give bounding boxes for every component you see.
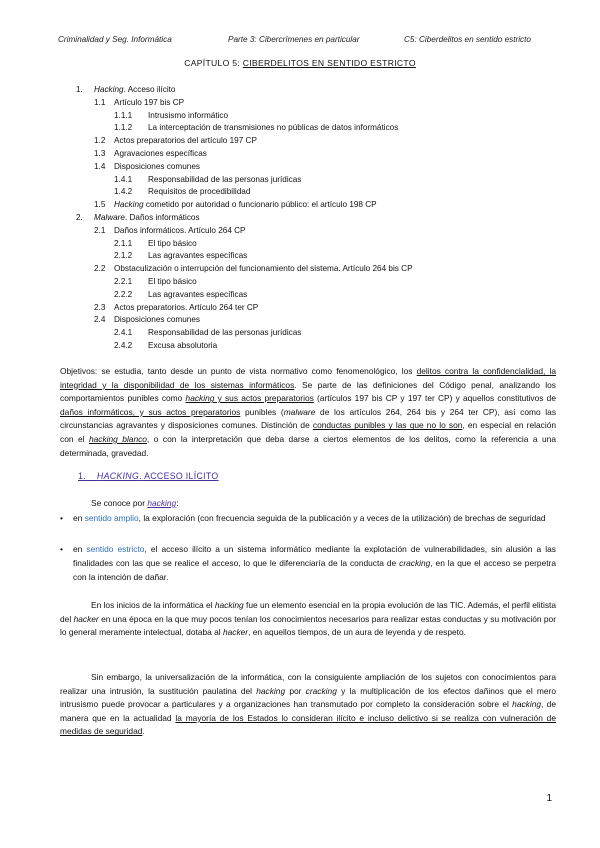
toc-entry[interactable] (114, 250, 247, 262)
toc-text: Excusa absolutoria (148, 341, 218, 350)
toc-number: 2.2.1 (114, 277, 133, 286)
toc-entry[interactable] (94, 97, 184, 109)
objectives-text: (artículos 197 bis CP y 197 ter CP) y aquellos constitutivos de (313, 393, 556, 404)
toc-text: Agravaciones específicas (114, 149, 207, 158)
toc-text: cometido por autoridad o funcionario público: el artículo 198 CP (143, 200, 377, 210)
toc-number: 1.1.2 (114, 123, 133, 133)
toc-entry[interactable] (76, 212, 200, 224)
toc-number: 1.1 (94, 97, 106, 107)
objectives-italic: hacking (185, 393, 215, 404)
page-number: 1 (546, 793, 552, 804)
toc-number: 2.2.2 (114, 289, 133, 299)
section-title: . ACCESO ILÍCITO (139, 471, 219, 481)
toc-number: 1.4.1 (114, 174, 133, 184)
toc-number: 2. (76, 213, 83, 222)
chapter-name: CIBERDELITOS EN SENTIDO ESTRICTO (242, 58, 416, 68)
toc-entry[interactable] (114, 238, 197, 250)
toc-text: Obstaculización o interrupción del funcionamiento del sistema. Artículo 264 bis CP (114, 264, 413, 274)
bullet-keyword: sentido amplio (84, 513, 139, 523)
toc-number: 1.4.2 (114, 187, 133, 197)
toc-number: 2.4 (94, 315, 106, 325)
toc-number: 1. (76, 85, 83, 94)
toc-number: 2.4.1 (114, 328, 133, 338)
toc-entry[interactable] (94, 302, 258, 314)
objectives-paragraph (60, 365, 556, 460)
paragraph-text: En los inicios de la informática el (91, 600, 215, 610)
toc-entry[interactable] (76, 84, 175, 96)
toc-entry[interactable] (114, 110, 228, 122)
toc-text: Las agravantes específicas (148, 289, 248, 299)
header-left: Criminalidad y Seg. Informática (58, 35, 172, 44)
objectives-italic: malware (283, 406, 316, 417)
paragraph-text: , de manera que en la actualidad (60, 699, 556, 723)
toc-text: Las agravantes específicas (148, 251, 248, 261)
toc-entry[interactable] (114, 186, 250, 198)
section-number: 1. (78, 471, 86, 481)
toc-text: Requisitos de procedibilidad (148, 187, 251, 197)
toc-text: El tipo básico (148, 277, 197, 286)
toc-text: . Daños informáticos (124, 213, 200, 222)
objectives-text: , en especial en relación con el (60, 420, 557, 444)
paragraph-italic: hacking (256, 685, 286, 696)
paragraph-italic: hacker (73, 613, 99, 624)
toc-number: 2.2 (94, 264, 106, 274)
toc-entry[interactable] (94, 148, 207, 160)
paragraph-text: . (142, 726, 145, 737)
toc-text: Actos preparatorios del artículo 197 CP (114, 136, 257, 146)
objectives-text: , o con la interpretación que deba darse a ciertos elementos de los delitos, como la referencia a una determinada, gravedad. (60, 433, 556, 458)
toc-entry[interactable] (114, 340, 217, 352)
toc-number: 1.3 (94, 149, 106, 158)
paragraph-text: en una época en la que muy pocos tenían los conocimientos necesarios para realizar estas conductas y su motivación por lo general meramente intelectual, dotaba al (60, 613, 556, 638)
toc-text: Artículo 197 bis CP (114, 97, 185, 107)
toc-number: 2.1.1 (114, 238, 133, 248)
bullet-text: , en la que el acceso se perpetra con la intención de dañar. (73, 557, 556, 582)
toc-entry[interactable] (94, 199, 377, 211)
paragraph-italic: hacker (222, 627, 249, 638)
objectives-text: punibles ( (240, 406, 284, 417)
toc-entry[interactable] (114, 327, 301, 339)
toc-entry[interactable] (94, 314, 200, 326)
toc-italic: Hacking (114, 200, 144, 210)
bullet-strict-sense (60, 543, 556, 584)
bullet-text: , la exploración (con frecuencia seguida de la publicación y a veces de la utilización) de brechas de seguridad (138, 513, 546, 523)
toc-entry[interactable] (94, 225, 246, 237)
paragraph-italic: cracking (305, 685, 337, 696)
bullet-italic: cracking (399, 557, 431, 568)
paragraph-universalization (60, 671, 556, 739)
toc-number: 2.4.2 (114, 341, 133, 350)
section-1-heading[interactable] (78, 471, 219, 481)
toc-entry[interactable] (94, 161, 200, 173)
paragraph-underlined: la mayoría de los Estados lo consideran ilícito e incluso delictivo si se realiza con vulneración de medidas de seguridad (60, 712, 556, 737)
toc-text: El tipo básico (148, 238, 197, 248)
toc-number: 1.2 (94, 136, 106, 146)
bullet-text: en (73, 513, 85, 523)
toc-entry[interactable] (114, 174, 301, 186)
paragraph-italic: hacking (214, 600, 244, 610)
toc-text: Disposiciones comunes (114, 161, 201, 171)
paragraph-text: Sin embargo, la universalización de la informática, con la consiguiente ampliación de los sujetos con conocimientos para realizar una intrusión, la sustitución paulatina del (60, 672, 556, 696)
toc-italic: Malware (94, 213, 125, 222)
toc-text: Disposiciones comunes (114, 315, 201, 325)
objectives-underlined: delitos contra la confidencialidad, la integridad y la disponibilidad de los sistemas informáticos (60, 366, 556, 390)
intro-text: : (176, 498, 179, 508)
objectives-text: Objetivos: se estudia, tanto desde un punto de vista normativo como fenomenológico, los (60, 366, 417, 376)
bullet-text: en (73, 544, 87, 554)
toc-text: La interceptación de transmisiones no públicas de datos informáticos (148, 123, 399, 133)
toc-entry[interactable] (94, 135, 257, 147)
toc-text: . Acceso ilícito (123, 85, 176, 94)
paragraph-text: por (285, 685, 306, 696)
toc-text: Actos preparatorios. Artículo 264 ter CP (114, 302, 259, 312)
hacking-link[interactable]: hacking (147, 498, 177, 508)
toc-number: 2.1.2 (114, 251, 133, 261)
toc-entry[interactable] (114, 122, 398, 134)
objectives-underlined: y sus actos preparatorios (214, 393, 314, 404)
objectives-italic: hacking blanco (88, 433, 147, 444)
bullet-keyword: sentido estricto (86, 544, 145, 554)
section-title-italic: HACKING (96, 471, 140, 481)
objectives-text: . Se parte de las definiciones del Código penal, analizando los comportamientos punibles como (60, 379, 556, 404)
paragraph-italic: hacking (512, 699, 542, 710)
paragraph-text: , en aquellos tiempos, de un aura de leyenda y de respeto. (248, 627, 466, 638)
paragraph-text: fue un elemento esencial en la propia evolución de las TIC. Además, el perfil elitista del (60, 600, 556, 624)
header-center: Parte 3: Cibercrímenes en particular (228, 35, 360, 44)
toc-number: 1.4 (94, 161, 106, 171)
bullet-dot: • (60, 513, 63, 523)
intro-line (91, 497, 391, 511)
toc-number: 1.1.1 (114, 110, 133, 120)
intro-text: Se conoce por (91, 498, 148, 508)
header-right: C5: Ciberdelitos en sentido estricto (404, 35, 531, 44)
toc-entry[interactable] (114, 276, 197, 288)
toc-number: 2.3 (94, 302, 106, 312)
toc-text: Responsabilidad de las personas jurídicas (148, 328, 302, 338)
paragraph-text: y la multiplicación de los efectos dañinos que el mero intrusismo puede provocar a particulares y a organizaciones han transmutado por completo la consideración sobre el (60, 685, 556, 710)
chapter-prefix: CAPÍTULO 5: (184, 58, 241, 68)
objectives-underlined: daños informáticos, y sus actos preparatorios (60, 406, 241, 417)
bullet-broad-sense (60, 512, 556, 526)
bullet-dot: • (60, 544, 63, 554)
toc-text: Responsabilidad de las personas jurídicas (148, 174, 302, 184)
paragraph-history (60, 599, 556, 640)
toc-entry[interactable] (94, 263, 413, 275)
objectives-underlined: conductas punibles y las que no lo son (312, 420, 463, 431)
bullet-text: , el acceso ilícito a un sistema informático mediante la explotación de vulnerabilidades, sin alusión a las finalidades con las que se realice el acceso, lo que le diferenciaría de la conducta de (73, 544, 556, 568)
toc-text: Daños informáticos. Artículo 264 CP (114, 225, 246, 235)
toc-text: Intrusismo informático (148, 110, 229, 120)
chapter-title (0, 58, 600, 68)
toc-number: 1.5 (94, 200, 106, 210)
toc-entry[interactable] (114, 289, 247, 301)
toc-italic: Hacking (94, 85, 124, 94)
toc-number: 2.1 (94, 225, 106, 235)
objectives-text: de los artículos 264, 264 bis y 264 ter CP), así como las circunstancias agravantes y disposiciones comunes. Distinción de (60, 406, 557, 431)
